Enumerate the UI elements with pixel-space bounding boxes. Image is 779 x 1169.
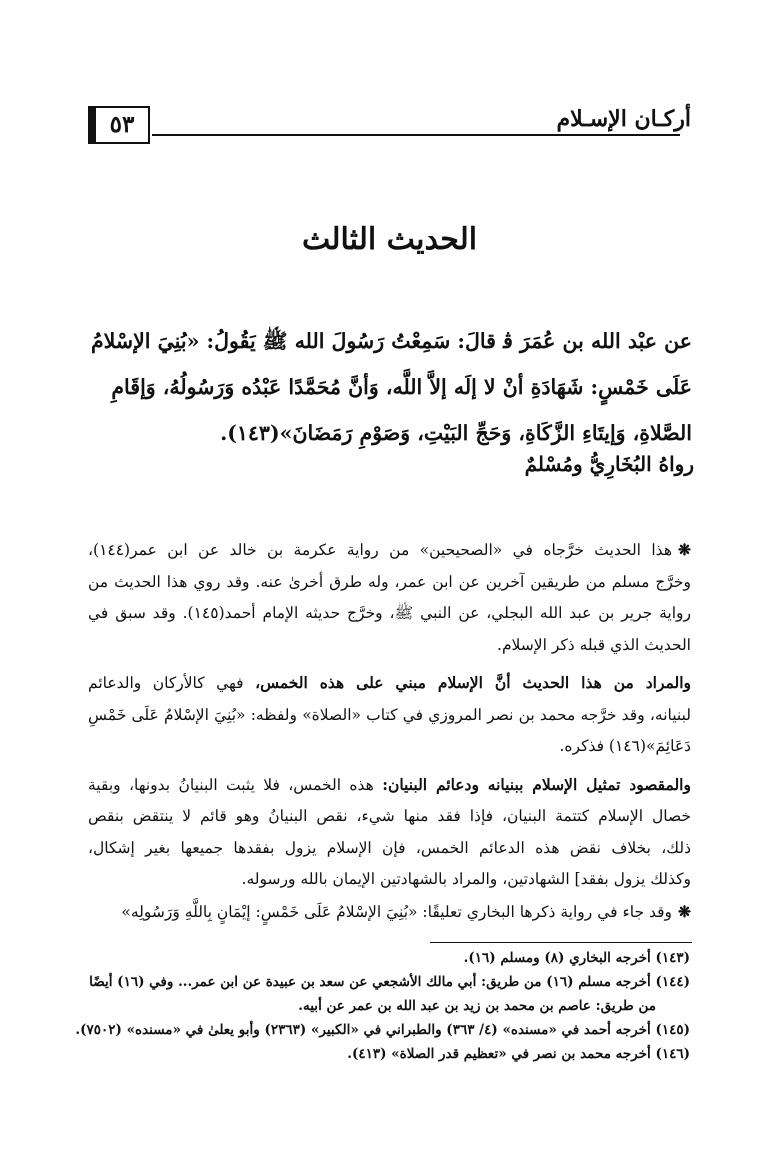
footnote: (١٤٣) أخرجه البخاري (٨) ومسلم (١٦). <box>463 950 690 966</box>
hadith-line: عَلَى خَمْسٍ: شَهَادَةِ أنْ لا إلَه إلاَّ اللَّه، وَأنَّ مُحَمَّدًا عَبْدُه وَرَسُولُهُ، وَإقَامِ <box>111 375 692 399</box>
commentary-line: وخرَّج مسلم من طريقين آخرين عن ابن عمر، وله طرق أخرىٰ عنه. وقد روي هذا الحديث من <box>88 572 691 591</box>
commentary-line: دَعَائِمَ»(١٤٦) فذكره. <box>559 737 691 755</box>
commentary-line: والمقصود تمثيل الإسلام ببنيانه ودعائم البنيان: هذه الخمس، فلا يثبت البنيانُ بدونها، وبقية <box>88 774 691 794</box>
asterism-icon: ❋ <box>678 540 691 559</box>
commentary-line: لبنيانه، وقد خرَّجه محمد بن نصر المروزي في كتاب «الصلاة» ولفظه: «بُنِيَ الإسْلامُ عَلَى خَمْسِ <box>88 705 691 724</box>
commentary-line: الحديث الذي قبله ذكر الإسلام. <box>497 635 691 654</box>
commentary-line: ذلك، بخلاف نقض هذه الدعائم الخمس، فإن الإسلام يزول بفقدها جميعها بغير إشكال، <box>88 838 691 857</box>
hadith-line: عن عبْد الله بن عُمَرَ ﭬ قالَ: سَمِعْتُ رَسُولَ الله ﷺ يَقُولُ: «بُنِيَ الإسْلامُ <box>90 329 692 353</box>
footnote: (١٤٤) أخرجه مسلم (١٦) من طريق: أبي مالك الأشجعي عن سعد بن عبيدة عن ابن عمر... وفي (١٦) أيضًا <box>89 974 690 990</box>
asterism-icon: ❋ <box>678 901 691 921</box>
hadith-attribution: رواهُ البُخَارِيُّ ومُسْلمٌ <box>524 452 694 476</box>
footnotes <box>75 946 690 1066</box>
commentary-line: والمراد من هذا الحديث أنَّ الإسلام مبني على هذه الخمس، فهي كالأركان والدعائم <box>88 673 691 692</box>
commentary <box>88 534 691 928</box>
footnote-rule <box>430 942 692 943</box>
commentary-line: وكذلك يزول بفقد] الشهادتين، والمراد بالشهادتين الإيمان بالله ورسوله. <box>241 870 691 888</box>
commentary-line: ❋هذا الحديث خرَّجاه في «الصحيحين» من رواية عكرمة بن خالد عن ابن عمر(١٤٤)، <box>88 540 691 559</box>
footnote-continuation: من طريق: عاصم بن محمد بن زيد بن عبد الله بن عمر عن أبيه. <box>298 998 656 1014</box>
commentary-line: خصال الإسلام كتتمة البنيان، فإذا فقد منها شيء، نقص البنيانُ وهو قائم لا ينتقض بنقص <box>88 807 691 825</box>
hadith-text <box>90 318 692 456</box>
commentary-line: رواية جرير بن عبد الله البجلي، عن النبي ﷺ، وخرَّج حديثه الإمام أحمد(١٤٥). وقد سبق في <box>88 604 691 622</box>
chapter-title: الحديث الثالث <box>301 222 478 257</box>
page-number: ٥٣ <box>88 106 150 144</box>
footnote: (١٤٥) أخرجه أحمد في «مسنده» (٤/ ٣٦٣) والطبراني في «الكبير» (٢٣٦٣) وأبو يعلىٰ في «مسنده» (٧٥٠٢). <box>75 1022 690 1038</box>
running-title: أركـان الإسـلام <box>556 106 691 132</box>
footnote: (١٤٦) أخرجه محمد بن نصر في «تعظيم قدر الصلاة» (٤١٣). <box>347 1046 690 1062</box>
commentary-line: ❋وقد جاء في رواية ذكرها البخاري تعليقًا: «بُنِيَ الإسْلامُ عَلَى خَمْسٍ: إيْمَانٍ بِاللَّهِ وَرَسُولِه» <box>121 901 691 921</box>
hadith-line: الصَّلاةِ، وَإيتَاءِ الزَّكَاةِ، وَحَجِّ البَيْتِ، وَصَوْمِ رَمَضَانَ»(١٤٣). <box>220 421 692 445</box>
header-rule <box>152 134 680 136</box>
